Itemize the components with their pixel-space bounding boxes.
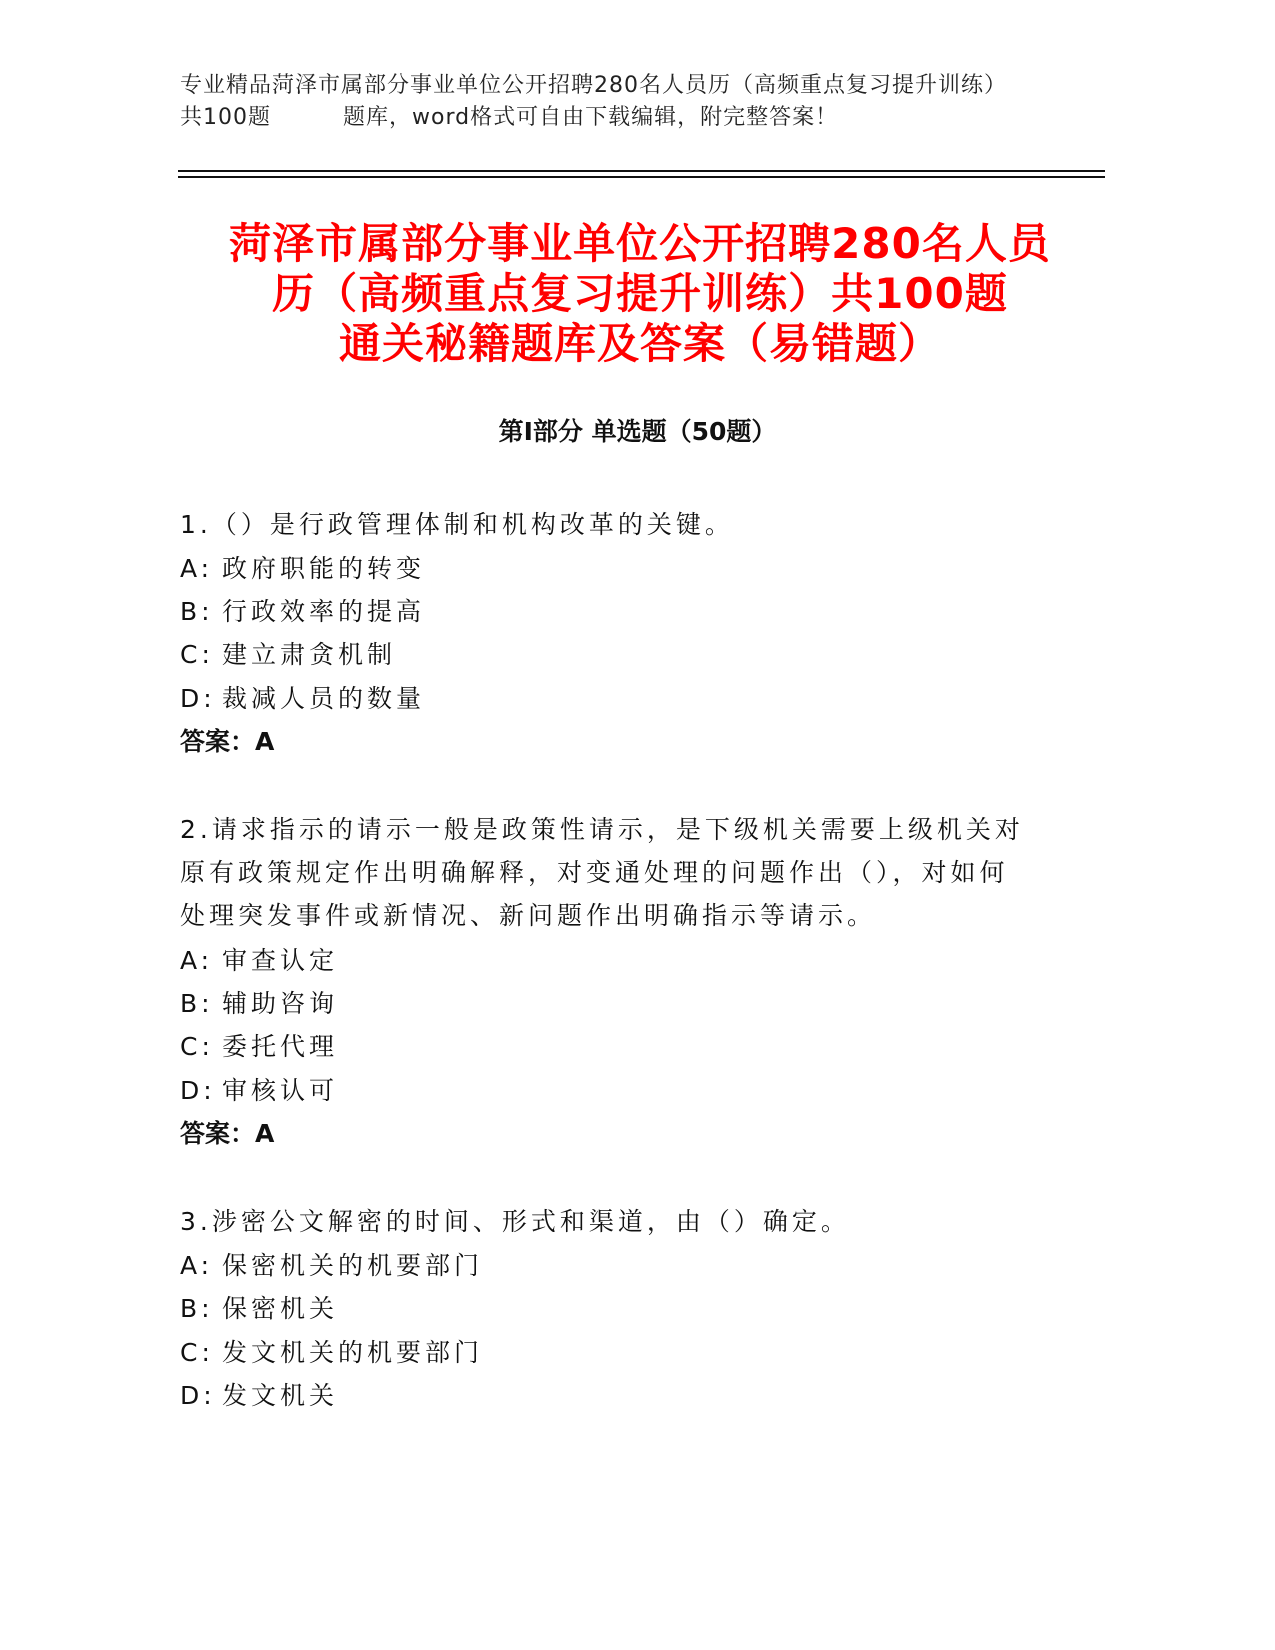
header-line-2-left: 共100题 bbox=[180, 105, 271, 130]
document-title-line-1: 菏泽市属部分事业单位公开招聘280名人员 bbox=[229, 219, 1051, 268]
question-3-option-c bbox=[180, 1331, 1030, 1374]
question-2-option-c bbox=[180, 1025, 1030, 1068]
option-letter: A: bbox=[180, 554, 214, 583]
option-letter: C: bbox=[180, 640, 214, 669]
question-1-answer: 答案：A bbox=[180, 727, 275, 756]
header-rule-bottom bbox=[178, 176, 1105, 178]
question-1-stem: 1.（）是行政管理体制和机构改革的关键。 bbox=[180, 510, 734, 539]
question-1-option-c bbox=[180, 633, 1030, 676]
document-title-line-3: 通关秘籍题库及答案（易错题） bbox=[338, 319, 941, 368]
option-text: 裁减人员的数量 bbox=[222, 684, 426, 713]
section-title: 第Ⅰ部分 单选题（50题） bbox=[498, 417, 777, 446]
option-text: 发文机关 bbox=[222, 1381, 339, 1410]
question-2-stem: 2.请求指示的请示一般是政策性请示，是下级机关需要上级机关对原有政策规定作出明确解释，对变通处理的问题作出（），对如何处理突发事件或新情况、新问题作出明确指示等请示。 bbox=[180, 815, 1024, 930]
question-2-option-d bbox=[180, 1069, 1030, 1112]
question-2-option-a bbox=[180, 939, 1030, 982]
question-1-option-a bbox=[180, 547, 1030, 590]
question-3-option-d bbox=[180, 1374, 1030, 1417]
option-letter: B: bbox=[180, 597, 214, 626]
document-title-line-2: 历（高频重点复习提升训练）共100题 bbox=[272, 269, 1008, 318]
option-letter: D: bbox=[180, 684, 216, 713]
option-letter: A: bbox=[180, 946, 214, 975]
header-line-1-text: 专业精品菏泽市属部分事业单位公开招聘280名人员历（高频重点复习提升训练） bbox=[180, 73, 1007, 98]
question-1-option-b bbox=[180, 590, 1030, 633]
option-letter: D: bbox=[180, 1381, 216, 1410]
option-letter: C: bbox=[180, 1338, 214, 1367]
question-2-answer: 答案：A bbox=[180, 1119, 275, 1148]
option-letter: B: bbox=[180, 1294, 214, 1323]
option-text: 委托代理 bbox=[222, 1032, 339, 1061]
header-line-2 bbox=[180, 102, 1100, 134]
option-text: 保密机关 bbox=[222, 1294, 339, 1323]
header-line-1 bbox=[180, 70, 1100, 102]
option-text: 审查认定 bbox=[222, 946, 339, 975]
question-3-option-a bbox=[180, 1244, 1030, 1287]
header-rule-top bbox=[178, 170, 1105, 172]
question-3-option-b bbox=[180, 1287, 1030, 1330]
option-text: 政府职能的转变 bbox=[222, 554, 426, 583]
option-letter: A: bbox=[180, 1251, 214, 1280]
option-text: 建立肃贪机制 bbox=[222, 640, 397, 669]
option-text: 保密机关的机要部门 bbox=[222, 1251, 484, 1280]
option-letter: B: bbox=[180, 989, 214, 1018]
header-line-2-right: 题库，word格式可自由下载编辑，附完整答案！ bbox=[343, 105, 839, 130]
option-text: 发文机关的机要部门 bbox=[222, 1338, 484, 1367]
option-text: 审核认可 bbox=[222, 1076, 339, 1105]
question-1-option-d bbox=[180, 677, 1030, 720]
option-letter: D: bbox=[180, 1076, 216, 1105]
option-text: 行政效率的提高 bbox=[222, 597, 426, 626]
option-text: 辅助咨询 bbox=[222, 989, 339, 1018]
option-letter: C: bbox=[180, 1032, 214, 1061]
question-3-stem: 3.涉密公文解密的时间、形式和渠道，由（）确定。 bbox=[180, 1207, 850, 1236]
question-2-option-b bbox=[180, 982, 1030, 1025]
